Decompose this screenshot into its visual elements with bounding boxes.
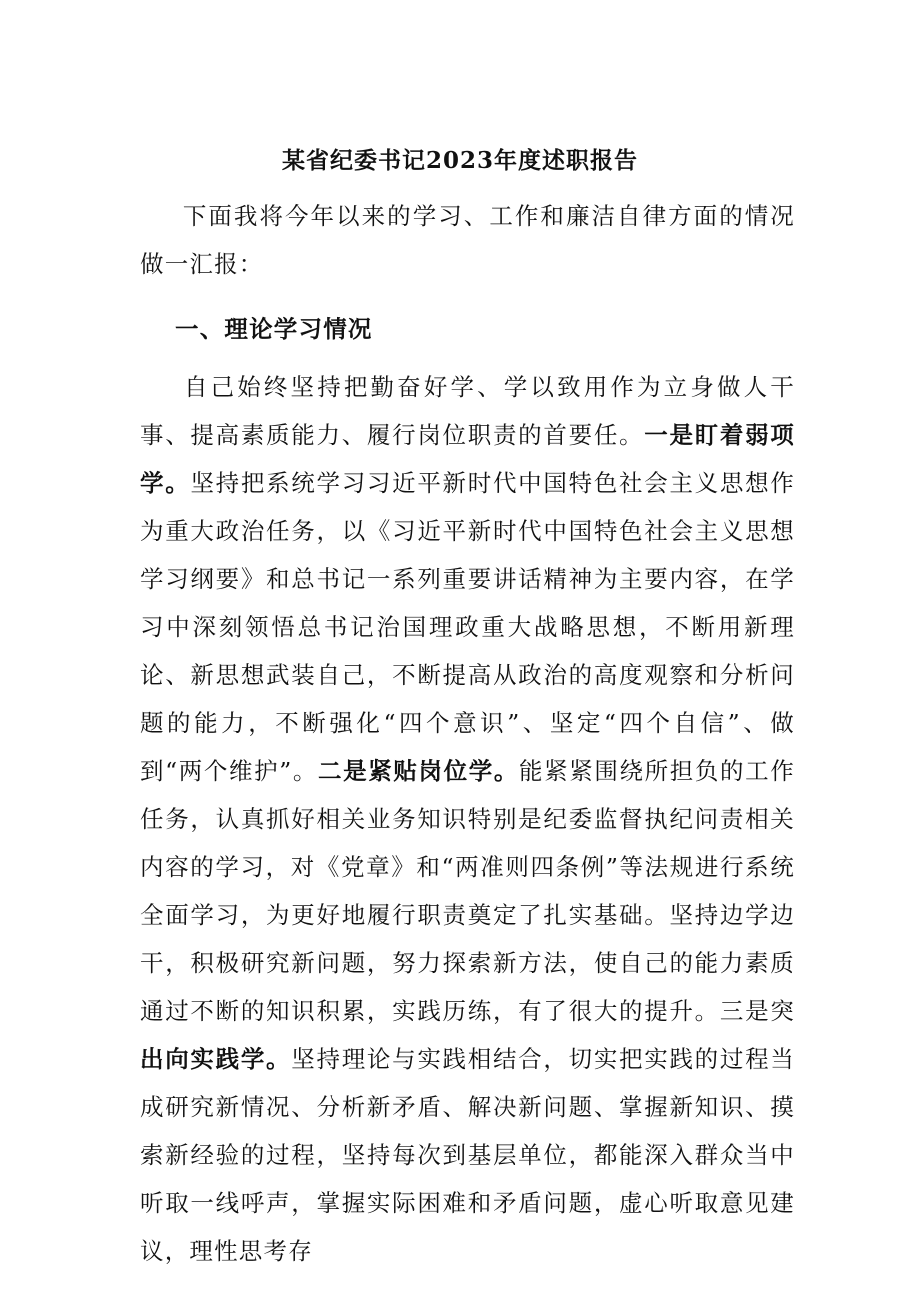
intro-paragraph xyxy=(140,192,795,288)
document-title: 某省纪委书记2023年度述职报告 xyxy=(281,147,638,174)
paragraph-text-4: 坚持理论与实践相结合，切实把实践的过程当成研究新情况、分析新矛盾、解决新问题、掌握新知识、摸索新经验的过程，坚持每次到基层单位，都能深入群众当中听取一线呼声，掌握实际困难和矛盾问题，虚心听取意见建议，理性思考存 xyxy=(140,1045,796,1265)
paragraph-text-3: 能紧紧围绕所担负的工作任务，认真抓好相关业务知识特别是纪委监督执纪问责相关内容的学习，对《党章》和“两准则四条例”等法规进行系统全面学习，为更好地履行职责奠定了扎实基础。坚持边学边干，积极研究新问题，努力探索新方法，使自己的能力素质通过不断的知识积累，实践历练，有了很大的提升。三是突 xyxy=(140,757,795,1025)
section-heading: 一、理论学习情况 xyxy=(175,315,373,343)
emphasis-post-study: 二是紧贴岗位学。 xyxy=(318,757,520,785)
paragraph-text-1: 自己始终坚持把勤奋好学、学以致用作为立身做人干事、提高素质能力、履行岗位职责的首要任。 xyxy=(140,373,795,449)
section-paragraph xyxy=(140,363,795,1275)
intro-text: 下面我将今年以来的学习、工作和廉洁自律方面的情况做一汇报： xyxy=(140,202,795,278)
paragraph-text-2: 坚持把系统学习习近平新时代中国特色社会主义思想作为重大政治任务，以《习近平新时代中国特色社会主义思想学习纲要》和总书记一系列重要讲话精神为主要内容，在学习中深刻领悟总书记治国理政重大战略思想，不断用新理论、新思想武装自己，不断提高从政治的高度观察和分析问题的能力，不断强化“四个意识”、坚定“四个自信”、做到“两个维护”。 xyxy=(140,469,795,785)
emphasis-weak-items: 一是盯着弱项学。 xyxy=(140,421,796,497)
emphasis-practice-study: 出向实践学。 xyxy=(140,1045,292,1073)
